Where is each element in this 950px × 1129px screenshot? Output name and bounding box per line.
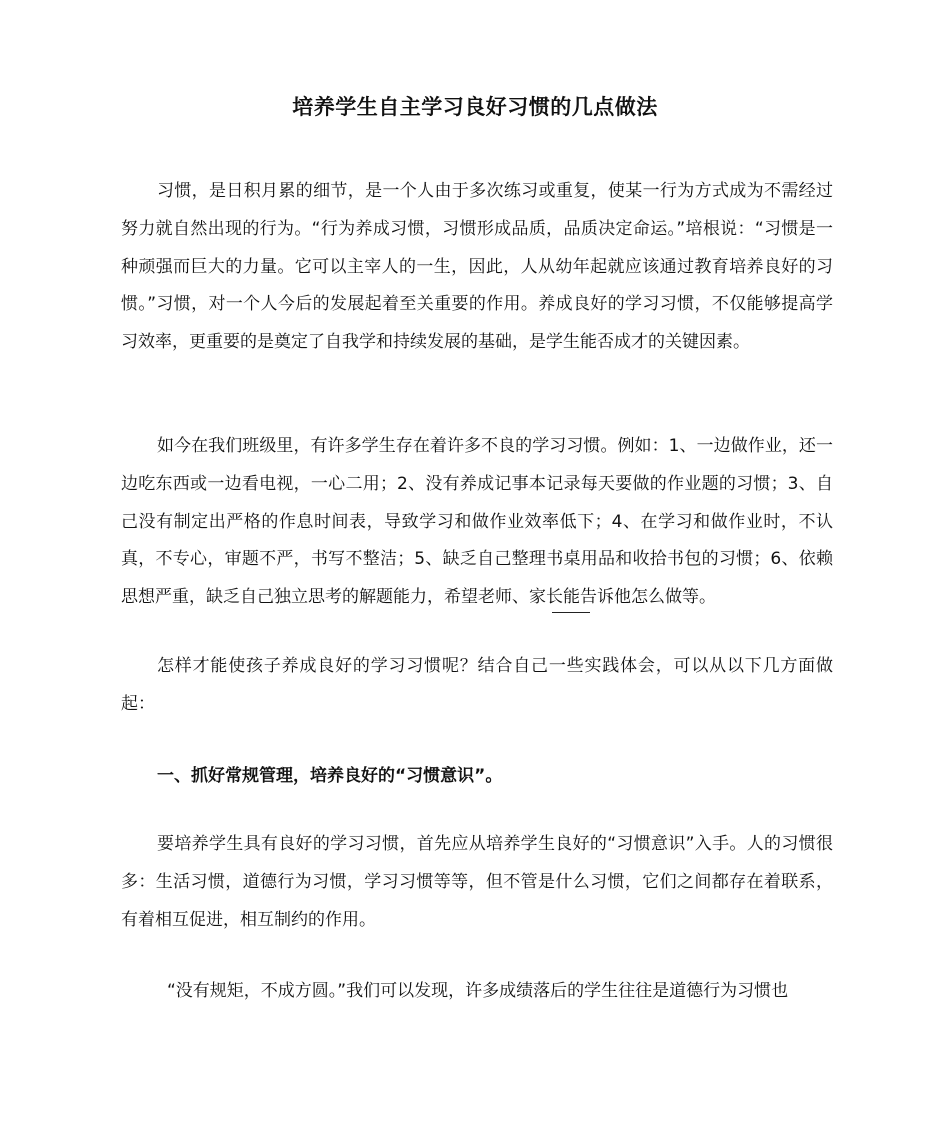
paragraph-rules: “没有规矩，不成方圆。”我们可以发现，许多成绩落后的学生往往是道德行为习惯也 <box>167 981 789 1001</box>
section-heading-1: 一、抓好常规管理，培养良好的“习惯意识”。 <box>157 766 503 786</box>
paragraph-bad-habits: 如今在我们班级里，有许多学生存在着许多不良的学习习惯。例如：1、一边做作业，还一边吃东西或一边看电视，一心二用；2、没有养成记事本记录每天要做的作业题的习惯；3、自己没有制定出严格的作息时间表，导致学习和做作业效率低下；4、在学习和做作业时，不认真，不专心，审题不严，书写不整洁；5、缺乏自己整理书桌用品和收拾书包的习惯；6、依赖思想严重，缺乏自己独立思考的解题能力，希望老师、家长能告诉他怎么做等。 <box>121 436 833 608</box>
paragraph-intro: 习惯，是日积月累的细节，是一个人由于多次练习或重复，使某一行为方式成为不需经过努力就自然出现的行为。“行为养成习惯，习惯形成品质，品质决定命运。”培根说：“习惯是一种顽强而巨大的力量。它可以主宰人的一生，因此，人从幼年起就应该通过教育培养良好的习惯。”习惯，对一个人今后的发展起着至关重要的作用。养成良好的学习习惯，不仅能够提高学习效率，更重要的是奠定了自我学和持续发展的基础，是学生能否成才的关键因素。 <box>121 181 833 353</box>
document-title: 培养学生自主学习良好习惯的几点做法 <box>292 95 658 119</box>
paragraph-habit-awareness: 要培养学生具有良好的学习习惯，首先应从培养学生良好的“习惯意识”入手。人的习惯很多：生活习惯，道德行为习惯，学习习惯等等，但不管是什么习惯，它们之间都存在着联系，有着相互促进，相互制约的作用。 <box>121 834 833 930</box>
underline-mark <box>552 612 590 613</box>
paragraph-question: 怎样才能使孩子养成良好的学习习惯呢？结合自己一些实践体会，可以从以下几方面做起： <box>121 656 833 714</box>
